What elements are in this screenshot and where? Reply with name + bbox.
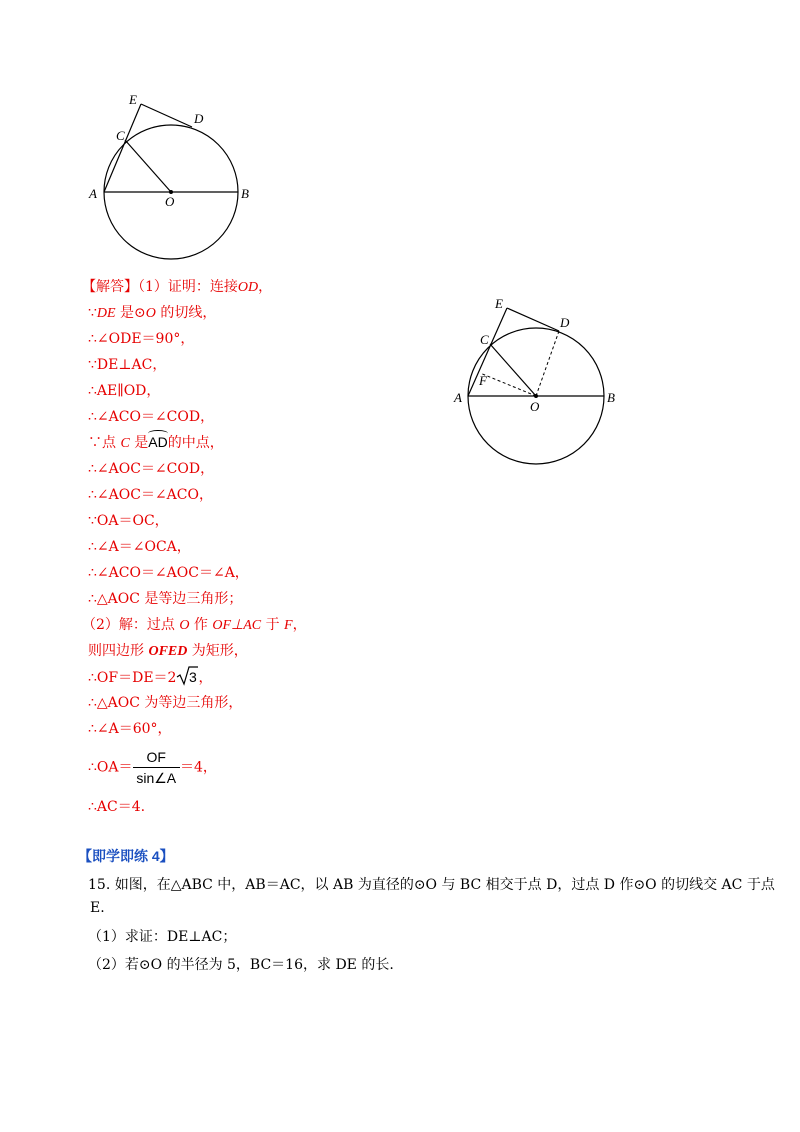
solution-line-6: ∴∠ACO＝∠COD， bbox=[88, 409, 215, 425]
label-e: E bbox=[129, 92, 137, 107]
label-o: O bbox=[530, 399, 540, 414]
solution-line-15: 则四边形 OFED 为矩形， bbox=[88, 643, 248, 659]
svg-text:3: 3 bbox=[189, 669, 198, 685]
solution-line-9: ∴∠AOC＝∠ACO， bbox=[88, 487, 213, 503]
solution-line-11: ∴∠A＝∠OCA， bbox=[88, 539, 191, 555]
label-c: C bbox=[480, 332, 489, 347]
label-d: D bbox=[560, 315, 570, 330]
label-c: C bbox=[116, 128, 125, 143]
problem-line-2: E. bbox=[90, 900, 105, 916]
label-e: E bbox=[495, 296, 503, 311]
solution-line-12: ∴∠ACO＝∠AOC＝∠A， bbox=[88, 565, 249, 581]
figure-circle-tangent-1 bbox=[86, 88, 256, 268]
problem-part-1: （1）求证：DE⊥AC； bbox=[88, 929, 237, 945]
solution-line-4: ∵DE⊥AC， bbox=[88, 357, 167, 373]
solution-line-17: ∴△AOC 为等边三角形， bbox=[88, 695, 243, 711]
solution-line-13: ∴△AOC 是等边三角形； bbox=[88, 591, 243, 607]
label-a: A bbox=[89, 186, 97, 201]
solution-line-20: ∴AC＝4. bbox=[88, 799, 146, 815]
solution-line-8: ∴∠AOC＝∠COD， bbox=[88, 461, 215, 477]
solution-line-16: ∴OF＝DE＝2 3 ， bbox=[88, 666, 212, 687]
label-d: D bbox=[194, 111, 204, 126]
label-b: B bbox=[241, 186, 249, 201]
solution-line-1: 【解答】（1）证明：连接OD， bbox=[82, 279, 273, 295]
solution-line-5: ∴AE∥OD， bbox=[88, 383, 161, 399]
problem-line-1: 15. 如图，在△ABC 中，AB＝AC，以 AB 为直径的⊙O 与 BC 相交于点 D，过点 D 作⊙O 的切线交 AC 于点 bbox=[88, 877, 775, 893]
solution-line-7: ∵点 C 是AD的中点， bbox=[88, 430, 224, 452]
solution-line-14: （2）解：过点 O 作 OF⊥AC 于 F， bbox=[82, 617, 307, 633]
solution-line-10: ∵OA＝OC， bbox=[88, 513, 169, 529]
label-o: O bbox=[165, 194, 175, 209]
arc-ad: AD bbox=[148, 430, 167, 450]
solution-line-3: ∴∠ODE＝90°， bbox=[88, 331, 195, 347]
fraction: $\frac{OF}{\sin\angle A}$ bbox=[133, 748, 180, 787]
solution-line-18: ∴∠A＝60°， bbox=[88, 721, 172, 737]
problem-part-2: （2）若⊙O 的半径为 5，BC＝16，求 DE 的长. bbox=[88, 957, 394, 973]
figure-circle-tangent-2 bbox=[452, 292, 632, 472]
section-title: 【即学即练 4】 bbox=[78, 848, 174, 864]
label-b: B bbox=[607, 390, 615, 405]
solution-line-19: ∴OA＝ $\frac{OF}{\sin\angle A}$ ＝4， bbox=[88, 749, 217, 786]
sqrt-sign-icon bbox=[176, 666, 198, 686]
solution-line-2: ∵DE 是⊙O 的切线， bbox=[88, 305, 217, 321]
problem-number: 15. bbox=[88, 877, 111, 893]
label-a: A bbox=[454, 390, 462, 405]
solution-tag: 【解答】 bbox=[82, 279, 138, 295]
label-f: F bbox=[479, 373, 487, 388]
